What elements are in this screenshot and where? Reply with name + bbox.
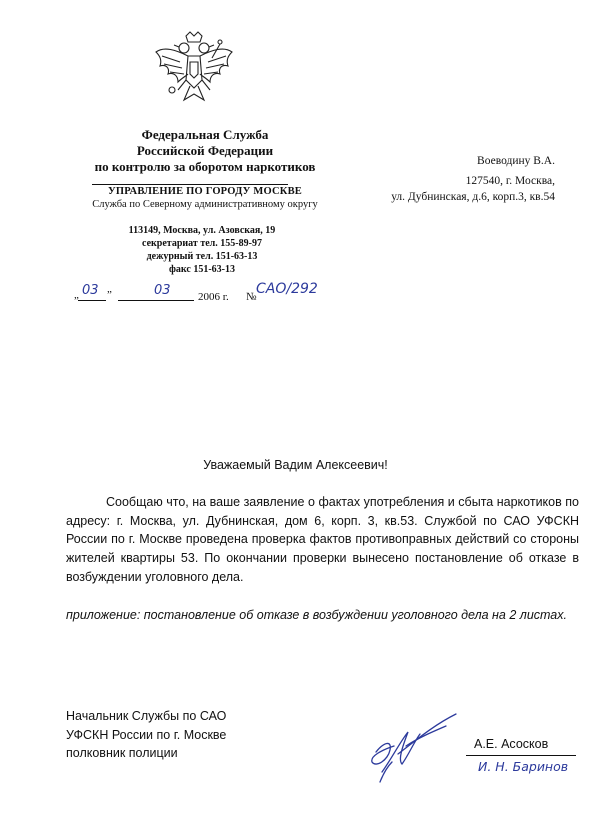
secretariat-phone: секретариат тел. 155-89-97: [142, 238, 262, 249]
duty-phone: дежурный тел. 151-63-13: [146, 251, 258, 262]
position-line-1: Начальник Службы по САО: [66, 709, 227, 723]
number-label: №: [246, 291, 257, 303]
signer-name: А.Е. Асосков: [474, 737, 549, 751]
letter-greeting: Уважаемый Вадим Алексеевич!: [203, 458, 388, 472]
position-line-2: УФСКН России по г. Москве: [66, 727, 227, 742]
org-name-line-2: Российской Федерации: [136, 143, 274, 158]
recipient-name: Воеводину В.А.: [477, 155, 555, 167]
executor-name: И. Н. Баринов: [478, 759, 569, 774]
recipient-city: 127540, г. Москва,: [465, 175, 555, 187]
signer-underline: [466, 755, 576, 756]
date-month: 03: [154, 283, 171, 298]
subdivision-name: Служба по Северному административному округу: [92, 199, 318, 210]
quote-close: ”: [107, 289, 112, 301]
month-underline: [118, 300, 194, 301]
department-name: УПРАВЛЕНИЕ ПО ГОРОДУ МОСКВЕ: [108, 186, 302, 197]
date-day: 03: [82, 283, 99, 298]
header-divider: [92, 184, 288, 185]
org-name-line-3: по контролю за оборотом наркотиков: [94, 159, 316, 174]
date-year: 2006 г.: [198, 291, 229, 303]
signatory-position: [66, 707, 226, 763]
coat-of-arms-emblem: [150, 30, 238, 112]
document-number: САО/292: [256, 281, 318, 297]
letter-attachment: приложение: постановление об отказе в возбуждении уголовного дела на 2 листах.: [66, 608, 567, 622]
date-number-line: [74, 283, 364, 305]
day-underline: [78, 300, 106, 301]
letter-body: Сообщаю что, на ваше заявление о фактах употребления и сбыта наркотиков по адресу: г. Москва, ул. Дубнинская, дом 6, корп. 3, кв.53. Службой по САО УФСКН России по г. Москве проведена проверка фактов противоправных действий со стороны жителей квартиры 53. По окончании проверки вынесено постановление об отказе в возбуждении уголовного дела.: [66, 495, 579, 584]
sender-address: 113149, Москва, ул. Азовская, 19: [128, 225, 276, 236]
org-name-line-1: Федеральная Служба: [141, 127, 269, 142]
quote-open: „: [74, 289, 79, 301]
recipient-street: ул. Дубнинская, д.6, корп.3, кв.54: [391, 191, 555, 203]
position-line-3: полковник полиции: [66, 746, 178, 760]
fax-number: факс 151-63-13: [168, 264, 236, 275]
handwritten-signature: [362, 712, 462, 786]
